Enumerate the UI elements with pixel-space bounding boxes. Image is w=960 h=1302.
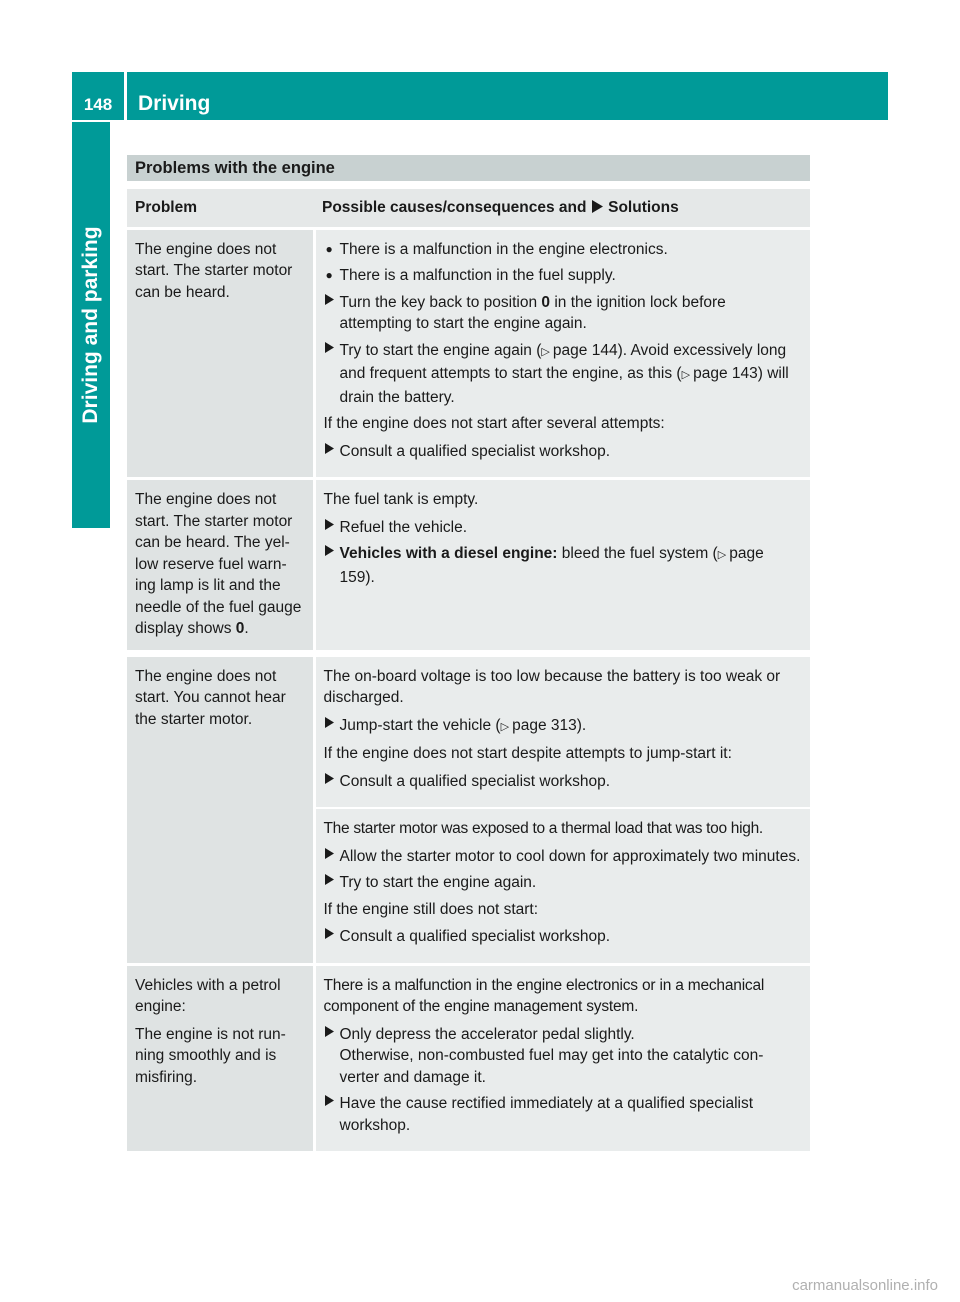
problem-text: The engine does not start. The starter motor can be heard. The yel- low reserve fuel warn- ing lamp is lit and the needle of the fuel gauge display shows [135,491,302,637]
cause-text: There is a malfunction in the engine electronics. [339,240,668,258]
action-step [324,872,803,894]
action-text: Consult a qualified specialist workshop. [339,928,611,945]
action-arrow-icon [324,1024,335,1046]
action-arrow-icon [324,1093,335,1115]
solution-cell [314,655,810,808]
cause-text: The starter motor was exposed to a thermal load that was too high. [323,820,763,837]
problems-table [127,189,810,1151]
page-reference[interactable]: page 159). [339,545,764,586]
action-text: Consult a qualified specialist workshop. [339,442,611,460]
cause-bullet [324,239,803,261]
action-step [324,771,803,793]
action-step [324,543,803,588]
page-ref-triangle-icon: ▷ [717,549,730,561]
solution-cell [314,964,810,1151]
section-tab [72,122,110,528]
action-step [324,715,803,739]
action-step [324,846,803,868]
action-text: bleed the fuel system ( [557,545,718,562]
table-row [127,479,810,650]
action-step [324,292,803,335]
problem-cell [127,479,314,650]
table-row [127,228,810,479]
action-text: Allow the starter motor to cool down for approximately two minutes. [339,847,801,865]
column-header-solutions [314,189,810,228]
table-header-row [127,189,810,228]
action-text: Try to start the engine again. [339,874,537,891]
gauge-value: 0 [235,620,245,637]
solution-cell [314,479,810,650]
bullet-icon: ● [325,268,333,282]
action-text: Consult a qualified specialist workshop. [339,772,611,790]
action-step [324,926,803,948]
chapter-title: Driving [127,72,888,120]
section-tab-label: Driving and parking [79,226,102,424]
action-text: Otherwise, non-combusted fuel may get into the catalytic con- verter and damage it. [339,1047,764,1086]
action-step [324,1093,803,1136]
action-step [324,517,803,539]
action-text: Turn the key back to position [339,293,542,311]
action-arrow-icon [324,441,335,463]
problem-condition: Vehicles with a petrol engine: [135,976,281,1015]
position-value: 0 [541,293,551,311]
page-reference[interactable]: page 313). [512,716,587,734]
action-step [324,340,803,409]
cause-text: There is a malfunction in the engine electronics or in a mechanical component of the engine management system. [323,976,765,1015]
bullet-icon: ● [325,241,333,256]
problem-cell: The engine does not start. The starter motor can be heard. [127,228,314,479]
solution-cell [314,808,810,964]
column-header-solutions-label: Solutions [608,199,679,216]
action-arrow-icon [324,872,335,894]
page-reference[interactable]: page 144). Avoid excessively long and frequent attempts to start the engine, as this ( [339,341,787,382]
action-text: in the ignition lock before attempting to start the engine again. [339,293,726,332]
action-step [324,441,803,463]
cause-text: The on-board voltage is too low because the battery is too weak or discharged. [323,667,781,706]
action-arrow-icon [591,199,604,221]
action-arrow-icon [324,771,335,793]
column-header-solutions-text: Possible causes/consequences and [322,199,587,216]
solution-cell [314,228,810,479]
watermark: carmanualsonline.info [792,1277,938,1294]
page-number: 148 [72,72,124,120]
column-header-problem: Problem [127,189,314,228]
page-header [72,72,888,120]
action-text: Only depress the accelerator pedal slightly. [339,1025,635,1043]
page-ref-triangle-icon: ▷ [500,720,513,733]
page-ref-triangle-icon: ▷ [541,345,553,358]
page-reference[interactable]: page 143) will drain the battery. [339,365,789,406]
action-arrow-icon [324,543,335,565]
problem-cell: The engine does not start. You cannot hear the starter motor. [127,655,314,964]
table-row [127,964,810,1151]
action-text: Have the cause rectified immediately at a qualified specialist workshop. [339,1095,754,1134]
action-arrow-icon [324,517,335,539]
note-text: If the engine does not start after several attempts: [323,415,665,432]
action-text: Jump-start the vehicle ( [339,716,501,734]
action-arrow-icon [324,926,335,948]
page-ref-triangle-icon: ▷ [681,369,694,381]
cause-text: The fuel tank is empty. [323,491,479,508]
action-arrow-icon [324,846,335,868]
note-text: If the engine does not start despite attempts to jump-start it: [323,745,732,762]
action-arrow-icon [324,292,335,314]
problem-text: . [244,620,249,637]
cause-bullet [324,265,803,287]
problem-cell [127,964,314,1151]
action-condition: Vehicles with a diesel engine: [339,545,558,562]
problem-text: The engine is not run- ning smoothly and is misfiring. [135,1025,286,1086]
action-step [324,1024,803,1089]
action-arrow-icon [324,715,335,737]
action-text: Refuel the vehicle. [339,518,468,536]
action-arrow-icon [324,340,335,362]
section-title: Problems with the engine [127,155,810,181]
table-row [127,655,810,808]
cause-text: There is a malfunction in the fuel supply. [339,267,616,284]
action-text: Try to start the engine again ( [339,341,542,359]
note-text: If the engine still does not start: [323,900,539,918]
